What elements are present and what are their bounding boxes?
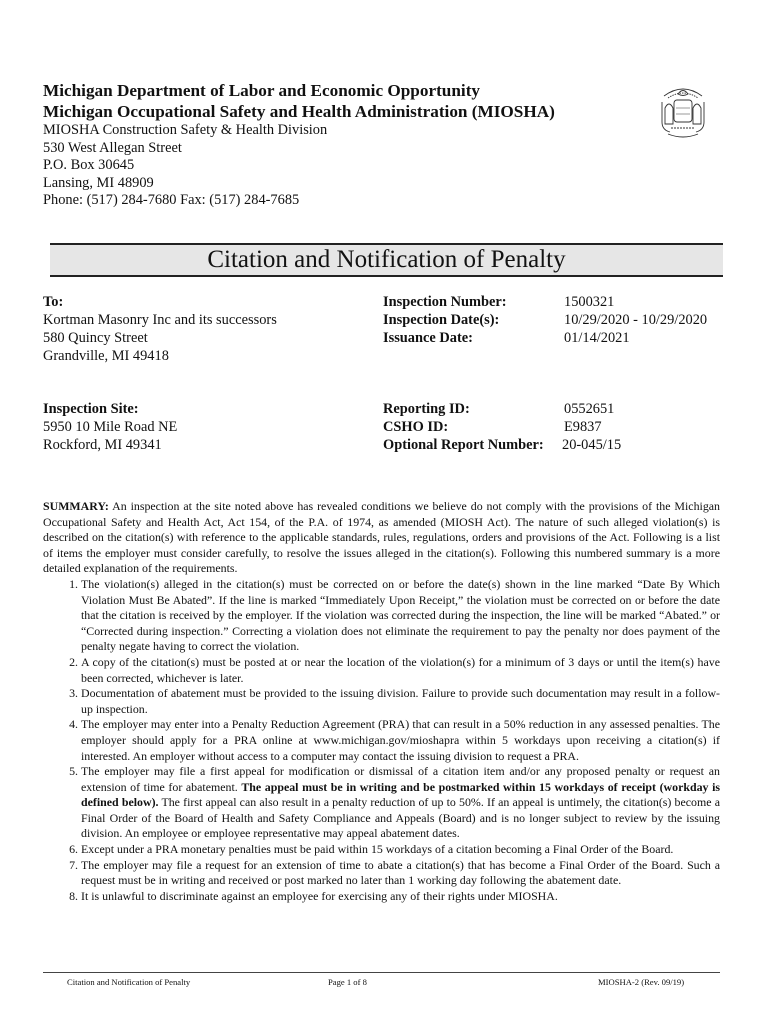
city-state-zip: Lansing, MI 48909 (43, 174, 154, 191)
michigan-state-seal-icon (654, 78, 712, 140)
agency-header (43, 80, 643, 210)
list-item: 2. A copy of the citation(s) must be posted at or near the location of the violation(s) for a minimum of 3 days or until the item(s) have been corrected, whichever is later. (81, 655, 720, 686)
division-name: MIOSHA Construction Safety & Health Division (43, 122, 328, 138)
issuance-date-value: 01/14/2021 (564, 330, 630, 346)
inspection-labels (383, 293, 507, 347)
summary-section (43, 499, 720, 904)
recipient-street: 580 Quincy Street (43, 330, 148, 346)
footer-form-number: MIOSHA-2 (Rev. 09/19) (598, 977, 685, 987)
document-title-banner (50, 243, 723, 277)
reporting-id-value: 0552651 (564, 401, 615, 417)
to-label: To: (43, 294, 64, 310)
report-values (564, 400, 621, 454)
inspection-number-value: 1500321 (564, 294, 615, 310)
list-item: 8. It is unlawful to discriminate against an employee for exercising any of their rights under MIOSHA. (81, 889, 720, 905)
optional-report-value: 20-045/15 (562, 437, 622, 453)
inspection-dates-label: Inspection Date(s): (383, 312, 500, 328)
list-item: 6. Except under a PRA monetary penalties must be paid within 15 workdays of a citation becoming a Final Order of the Board. (81, 842, 720, 858)
administration-name: Michigan Occupational Safety and Health Administration (MIOSHA) (43, 102, 555, 121)
recipient-block (43, 293, 277, 365)
po-box: P.O. Box 30645 (43, 157, 135, 173)
summary-intro-text: An inspection at the site noted above has revealed conditions we believe do not comply with the provisions of the Michigan Occupational Safety and Health Act, Act 154, of the P.A. of 1974, as amended (MIOSH Act). The nature of such alleged violation(s) is described on the citation(s) with reference to the applicable standards, rules, regulations, orders and provisions of the Act. Following is a list of items the employer must consider carefully, to resolve the issues alleged in the citation(s). Following this numbered summary is a more detailed explanation of the requirements. (43, 499, 720, 576)
list-item: 3. Documentation of abatement must be provided to the issuing division. Failure to provide such documentation may result in a follow-up inspection. (81, 686, 720, 717)
inspection-site-city: Rockford, MI 49341 (43, 437, 162, 453)
list-item: 4. The employer may enter into a Penalty Reduction Agreement (PRA) that can result in a 50% reduction in any assessed penalties. The employer should apply for a PRA online at www.michigan.gov/mioshapra within 5 workdays upon receiving a citation(s) if interested. An employer without access to a computer may contact the issuing division to request a PRA. (81, 717, 720, 764)
department-name: Michigan Department of Labor and Economic Opportunity (43, 81, 481, 100)
footer-form-title: Citation and Notification of Penalty (67, 977, 191, 987)
recipient-name: Kortman Masonry Inc and its successors (43, 312, 277, 328)
optional-report-label: Optional Report Number: (383, 437, 544, 453)
inspection-site-label: Inspection Site: (43, 401, 139, 417)
reporting-id-label: Reporting ID: (383, 401, 470, 417)
recipient-city: Grandville, MI 49418 (43, 348, 169, 364)
report-labels (383, 400, 544, 454)
summary-label: SUMMARY: (43, 499, 109, 513)
summary-list (43, 577, 720, 904)
item5-text-c: The first appeal can also result in a penalty reduction of up to 50%. If an appeal is untimely, the citation(s) become a Final Order of the Board of Health and Safety Compliance and Appeals (Board) and is no longer subject to review by the issuing division. An employee or employee representative may appeal abatement dates. (81, 795, 720, 841)
footer-divider (43, 972, 720, 973)
summary-intro (43, 499, 720, 577)
street-address: 530 West Allegan Street (43, 139, 182, 156)
list-item: 1. The violation(s) alleged in the citation(s) must be corrected on or before the date(s) shown in the line marked “Date By Which Violation Must Be Abated”. If the line is marked “Immediately Upon Receipt,” the violation must be corrected on or before the date that the citation is received by the employer. If the violation was corrected during the inspection, the line will be marked “Abated.” or “Corrected during inspection.” Correcting a violation does not eliminate the requirement to pay the penalty nor does payment of the penalty negate having to correct the violation. (81, 577, 720, 655)
footer-page-number: Page 1 of 8 (328, 977, 367, 987)
list-item (81, 764, 720, 842)
inspection-dates-value: 10/29/2020 - 10/29/2020 (564, 312, 708, 328)
inspection-site-block (43, 400, 177, 454)
csho-id-value: E9837 (564, 419, 602, 435)
item5-text-a: The employer may file a first appeal for modification or dismissal of a citation item and/or any proposed penalty or request an extension of time for abatement. (81, 764, 720, 794)
inspection-number-label: Inspection Number: (383, 294, 507, 310)
inspection-site-street: 5950 10 Mile Road NE (43, 419, 178, 435)
phone-fax: Phone: (517) 284-7680 Fax: (517) 284-7685 (43, 192, 300, 208)
inspection-values (564, 293, 707, 347)
issuance-date-label: Issuance Date: (383, 330, 473, 346)
item5-bold-requirement: The appeal must be in writing and be postmarked within 15 workdays of receipt (workday is defined below). (81, 779, 721, 810)
csho-id-label: CSHO ID: (383, 419, 449, 435)
list-item: 7. The employer may file a request for an extension of time to abate a citation(s) that has become a Final Order of the Board. Such a request must be in writing and received or post marked no later than 1 working day following the abatement date. (81, 858, 720, 889)
document-title: Citation and Notification of Penalty (207, 246, 566, 273)
